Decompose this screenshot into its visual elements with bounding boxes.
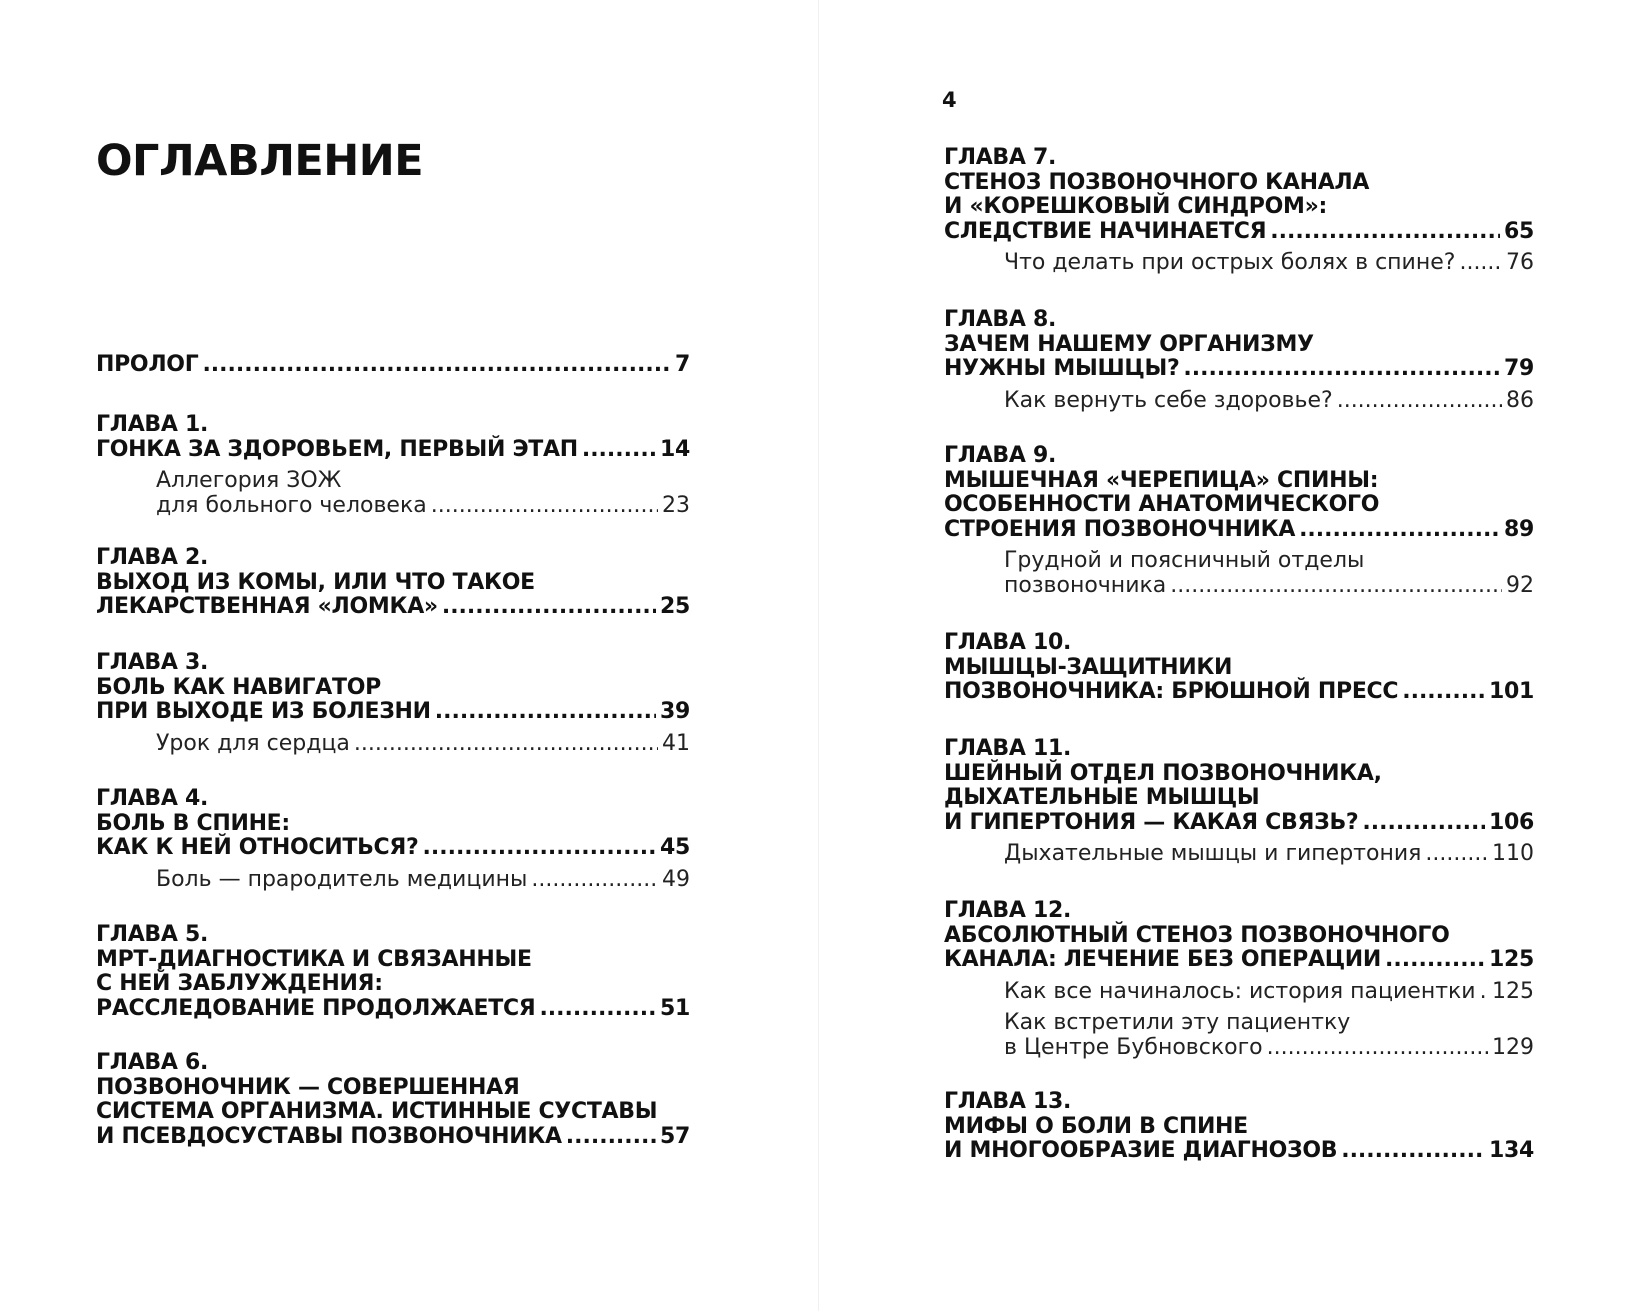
right-page xyxy=(819,0,1633,1311)
toc-entry-chapter-8[interactable] xyxy=(944,308,1534,413)
page-ref: 89 xyxy=(1503,516,1534,542)
page-ref: 23 xyxy=(662,493,690,519)
dot-leader xyxy=(1362,811,1485,836)
chapter-title-line xyxy=(96,438,690,463)
toc-title: ОГЛАВЛЕНИЕ xyxy=(96,136,424,186)
subsection-title: в Центре Бубновского xyxy=(1004,1034,1263,1060)
toc-entry-chapter-12[interactable] xyxy=(944,899,1534,1060)
chapter-title-line xyxy=(96,595,690,620)
dot-leader xyxy=(1459,250,1502,275)
page-ref: 101 xyxy=(1488,679,1534,705)
dot-leader xyxy=(442,595,656,620)
chapter-title: ПОЗВОНОЧНИК — СОВЕРШЕННАЯ xyxy=(96,1074,520,1100)
chapter-heading: ГЛАВА 2. xyxy=(96,545,209,570)
subsection[interactable] xyxy=(1004,1010,1534,1060)
page-ref: 25 xyxy=(659,594,690,620)
dot-leader xyxy=(423,836,656,861)
subsection[interactable] xyxy=(156,867,690,892)
chapter-title: ГОНКА ЗА ЗДОРОВЬЕМ, ПЕРВЫЙ ЭТАП xyxy=(96,436,578,462)
chapter-heading: ГЛАВА 4. xyxy=(96,786,209,811)
page-ref: 106 xyxy=(1488,809,1534,835)
subsection-title: позвоночника xyxy=(1004,573,1167,599)
chapter-title: ПРИ ВЫХОДЕ ИЗ БОЛЕЗНИ xyxy=(96,699,431,725)
page-ref: 76 xyxy=(1506,250,1534,276)
subsection-title: Что делать при острых болях в спине? xyxy=(1004,250,1456,276)
chapter-heading: ГЛАВА 13. xyxy=(944,1089,1072,1114)
chapter-heading: ГЛАВА 9. xyxy=(944,443,1057,468)
toc-entry-chapter-13[interactable] xyxy=(944,1090,1534,1164)
toc-entry-chapter-5[interactable] xyxy=(96,923,690,1021)
chapter-heading: ГЛАВА 10. xyxy=(944,630,1072,655)
chapter-title: И ПСЕВДОСУСТАВЫ ПОЗВОНОЧНИКА xyxy=(96,1123,562,1149)
page-ref: 39 xyxy=(659,699,690,725)
chapter-title: СТЕНОЗ ПОЗВОНОЧНОГО КАНАЛА xyxy=(944,169,1370,195)
dot-leader xyxy=(1337,388,1502,413)
chapter-title-line xyxy=(96,1125,690,1150)
chapter-title: МРТ-ДИАГНОСТИКА И СВЯЗАННЫЕ xyxy=(96,946,532,972)
chapter-heading: ГЛАВА 1. xyxy=(96,412,209,437)
chapter-heading: ГЛАВА 11. xyxy=(944,736,1072,761)
page-ref: 57 xyxy=(659,1123,690,1149)
page-ref: 134 xyxy=(1488,1138,1534,1164)
chapter-title: И «КОРЕШКОВЫЙ СИНДРОМ»: xyxy=(944,194,1328,220)
chapter-title: С НЕЙ ЗАБЛУЖДЕНИЯ: xyxy=(96,971,383,997)
chapter-heading: ГЛАВА 5. xyxy=(96,922,209,947)
dot-leader xyxy=(435,700,656,725)
chapter-title: АБСОЛЮТНЫЙ СТЕНОЗ ПОЗВОНОЧНОГО xyxy=(944,922,1450,948)
subsection-line xyxy=(1004,1035,1534,1060)
chapter-title: КАК К НЕЙ ОТНОСИТЬСЯ? xyxy=(96,835,419,861)
page-ref: 45 xyxy=(659,835,690,861)
subsection[interactable] xyxy=(156,731,690,756)
page-ref: 110 xyxy=(1492,841,1534,867)
chapter-heading: ГЛАВА 6. xyxy=(96,1050,209,1075)
page-ref: 14 xyxy=(659,436,690,462)
chapter-title-line xyxy=(944,811,1534,836)
chapter-title: НУЖНЫ МЫШЦЫ? xyxy=(944,356,1180,382)
page-number: 4 xyxy=(942,88,957,112)
chapter-heading: ГЛАВА 7. xyxy=(944,145,1057,170)
chapter-title: СТРОЕНИЯ ПОЗВОНОЧНИКА xyxy=(944,516,1296,542)
chapter-title: МИФЫ О БОЛИ В СПИНЕ xyxy=(944,1113,1248,1139)
subsection-title: Боль — прародитель медицины xyxy=(156,866,528,892)
prologue-line xyxy=(96,353,690,378)
page-ref: 125 xyxy=(1488,947,1534,973)
dot-leader xyxy=(1480,979,1488,1004)
chapter-title-line xyxy=(96,997,690,1022)
page-ref: 125 xyxy=(1492,978,1534,1004)
chapter-title-line xyxy=(944,680,1534,705)
dot-leader xyxy=(1385,948,1485,973)
toc-entry-chapter-9[interactable] xyxy=(944,444,1534,598)
toc-entry-chapter-4[interactable] xyxy=(96,787,690,892)
chapter-heading: ГЛАВА 3. xyxy=(96,650,209,675)
chapter-title: БОЛЬ В СПИНЕ: xyxy=(96,810,290,836)
chapter-title: ВЫХОД ИЗ КОМЫ, ИЛИ ЧТО ТАКОЕ xyxy=(96,569,535,595)
dot-leader xyxy=(1170,573,1502,598)
subsection-line xyxy=(156,493,690,518)
toc-entry-chapter-10[interactable] xyxy=(944,631,1534,705)
chapter-title-line xyxy=(944,220,1534,245)
chapter-title: МЫШЦЫ-ЗАЩИТНИКИ xyxy=(944,654,1233,680)
page-ref: 92 xyxy=(1506,573,1534,599)
subsection-title: Как вернуть себе здоровье? xyxy=(1004,387,1333,413)
page-ref: 51 xyxy=(659,995,690,1021)
dot-leader xyxy=(1425,841,1488,866)
chapter-title: ШЕЙНЫЙ ОТДЕЛ ПОЗВОНОЧНИКА, xyxy=(944,760,1382,786)
subsection[interactable] xyxy=(1004,979,1534,1004)
chapter-title: ЛЕКАРСТВЕННАЯ «ЛОМКА» xyxy=(96,594,438,620)
subsection[interactable] xyxy=(156,468,690,518)
dot-leader xyxy=(1267,1035,1488,1060)
dot-leader xyxy=(1402,680,1485,705)
chapter-title: МЫШЕЧНАЯ «ЧЕРЕПИЦА» СПИНЫ: xyxy=(944,467,1379,493)
dot-leader xyxy=(202,353,671,378)
chapter-title: И МНОГООБРАЗИЕ ДИАГНОЗОВ xyxy=(944,1138,1338,1164)
toc-entry-chapter-7[interactable] xyxy=(944,146,1534,275)
subsection-title: Как встретили эту пациентку xyxy=(1004,1009,1351,1035)
dot-leader xyxy=(566,1125,656,1150)
dot-leader xyxy=(1299,518,1500,543)
subsection[interactable] xyxy=(1004,841,1534,866)
chapter-heading: ГЛАВА 12. xyxy=(944,898,1072,923)
dot-leader xyxy=(531,867,658,892)
chapter-title: КАНАЛА: ЛЕЧЕНИЕ БЕЗ ОПЕРАЦИИ xyxy=(944,947,1382,973)
toc-entry-chapter-11[interactable] xyxy=(944,737,1534,866)
page-ref: 86 xyxy=(1506,387,1534,413)
subsection[interactable] xyxy=(1004,388,1534,413)
page-ref: 65 xyxy=(1503,218,1534,244)
chapter-title-line xyxy=(944,1139,1534,1164)
page-ref: 129 xyxy=(1492,1034,1534,1060)
toc-entry-chapter-6[interactable] xyxy=(96,1051,690,1149)
dot-leader xyxy=(582,438,656,463)
subsection-title: Как все начиналось: история пациентки xyxy=(1004,978,1476,1004)
chapter-title: СИСТЕМА ОРГАНИЗМА. ИСТИННЫЕ СУСТАВЫ xyxy=(96,1099,658,1125)
chapter-title: ПОЗВОНОЧНИКА: БРЮШНОЙ ПРЕСС xyxy=(944,679,1399,705)
subsection-title: Дыхательные мышцы и гипертония xyxy=(1004,841,1422,867)
toc-entry-chapter-1[interactable] xyxy=(96,413,690,518)
page-ref: 49 xyxy=(662,866,690,892)
chapter-title-line xyxy=(944,948,1534,973)
page-ref: 7 xyxy=(674,352,690,377)
chapter-heading: ГЛАВА 8. xyxy=(944,307,1057,332)
dot-leader xyxy=(1183,357,1500,382)
chapter-title-line xyxy=(96,700,690,725)
subsection-title: Грудной и поясничный отделы xyxy=(1004,548,1365,574)
subsection[interactable] xyxy=(1004,250,1534,275)
subsection-title: Аллегория ЗОЖ xyxy=(156,468,342,494)
toc-entry-chapter-3[interactable] xyxy=(96,651,690,756)
subsection[interactable] xyxy=(1004,548,1534,598)
chapter-title-line xyxy=(96,836,690,861)
dot-leader xyxy=(431,493,658,518)
subsection-title: Урок для сердца xyxy=(156,730,350,756)
page-ref: 41 xyxy=(662,730,690,756)
dot-leader xyxy=(1270,220,1500,245)
chapter-title: СЛЕДСТВИЕ НАЧИНАЕТСЯ xyxy=(944,218,1267,244)
chapter-title: РАССЛЕДОВАНИЕ ПРОДОЛЖАЕТСЯ xyxy=(96,995,536,1021)
chapter-title: ДЫХАТЕЛЬНЫЕ МЫШЦЫ xyxy=(944,785,1260,811)
prologue-label: ПРОЛОГ xyxy=(96,352,199,377)
chapter-title-line xyxy=(944,518,1534,543)
subsection-title: для больного человека xyxy=(156,493,427,519)
chapter-title: ОСОБЕННОСТИ АНАТОМИЧЕСКОГО xyxy=(944,492,1380,518)
toc-entry-chapter-2[interactable] xyxy=(96,546,690,620)
chapter-title-line xyxy=(944,357,1534,382)
dot-leader xyxy=(1341,1139,1485,1164)
dot-leader xyxy=(354,731,658,756)
page-ref: 79 xyxy=(1503,356,1534,382)
chapter-title: И ГИПЕРТОНИЯ — КАКАЯ СВЯЗЬ? xyxy=(944,809,1359,835)
chapter-title: ЗАЧЕМ НАШЕМУ ОРГАНИЗМУ xyxy=(944,331,1314,357)
subsection-line xyxy=(1004,573,1534,598)
toc-entry-prologue[interactable] xyxy=(96,353,690,378)
dot-leader xyxy=(539,997,656,1022)
chapter-title: БОЛЬ КАК НАВИГАТОР xyxy=(96,674,381,700)
